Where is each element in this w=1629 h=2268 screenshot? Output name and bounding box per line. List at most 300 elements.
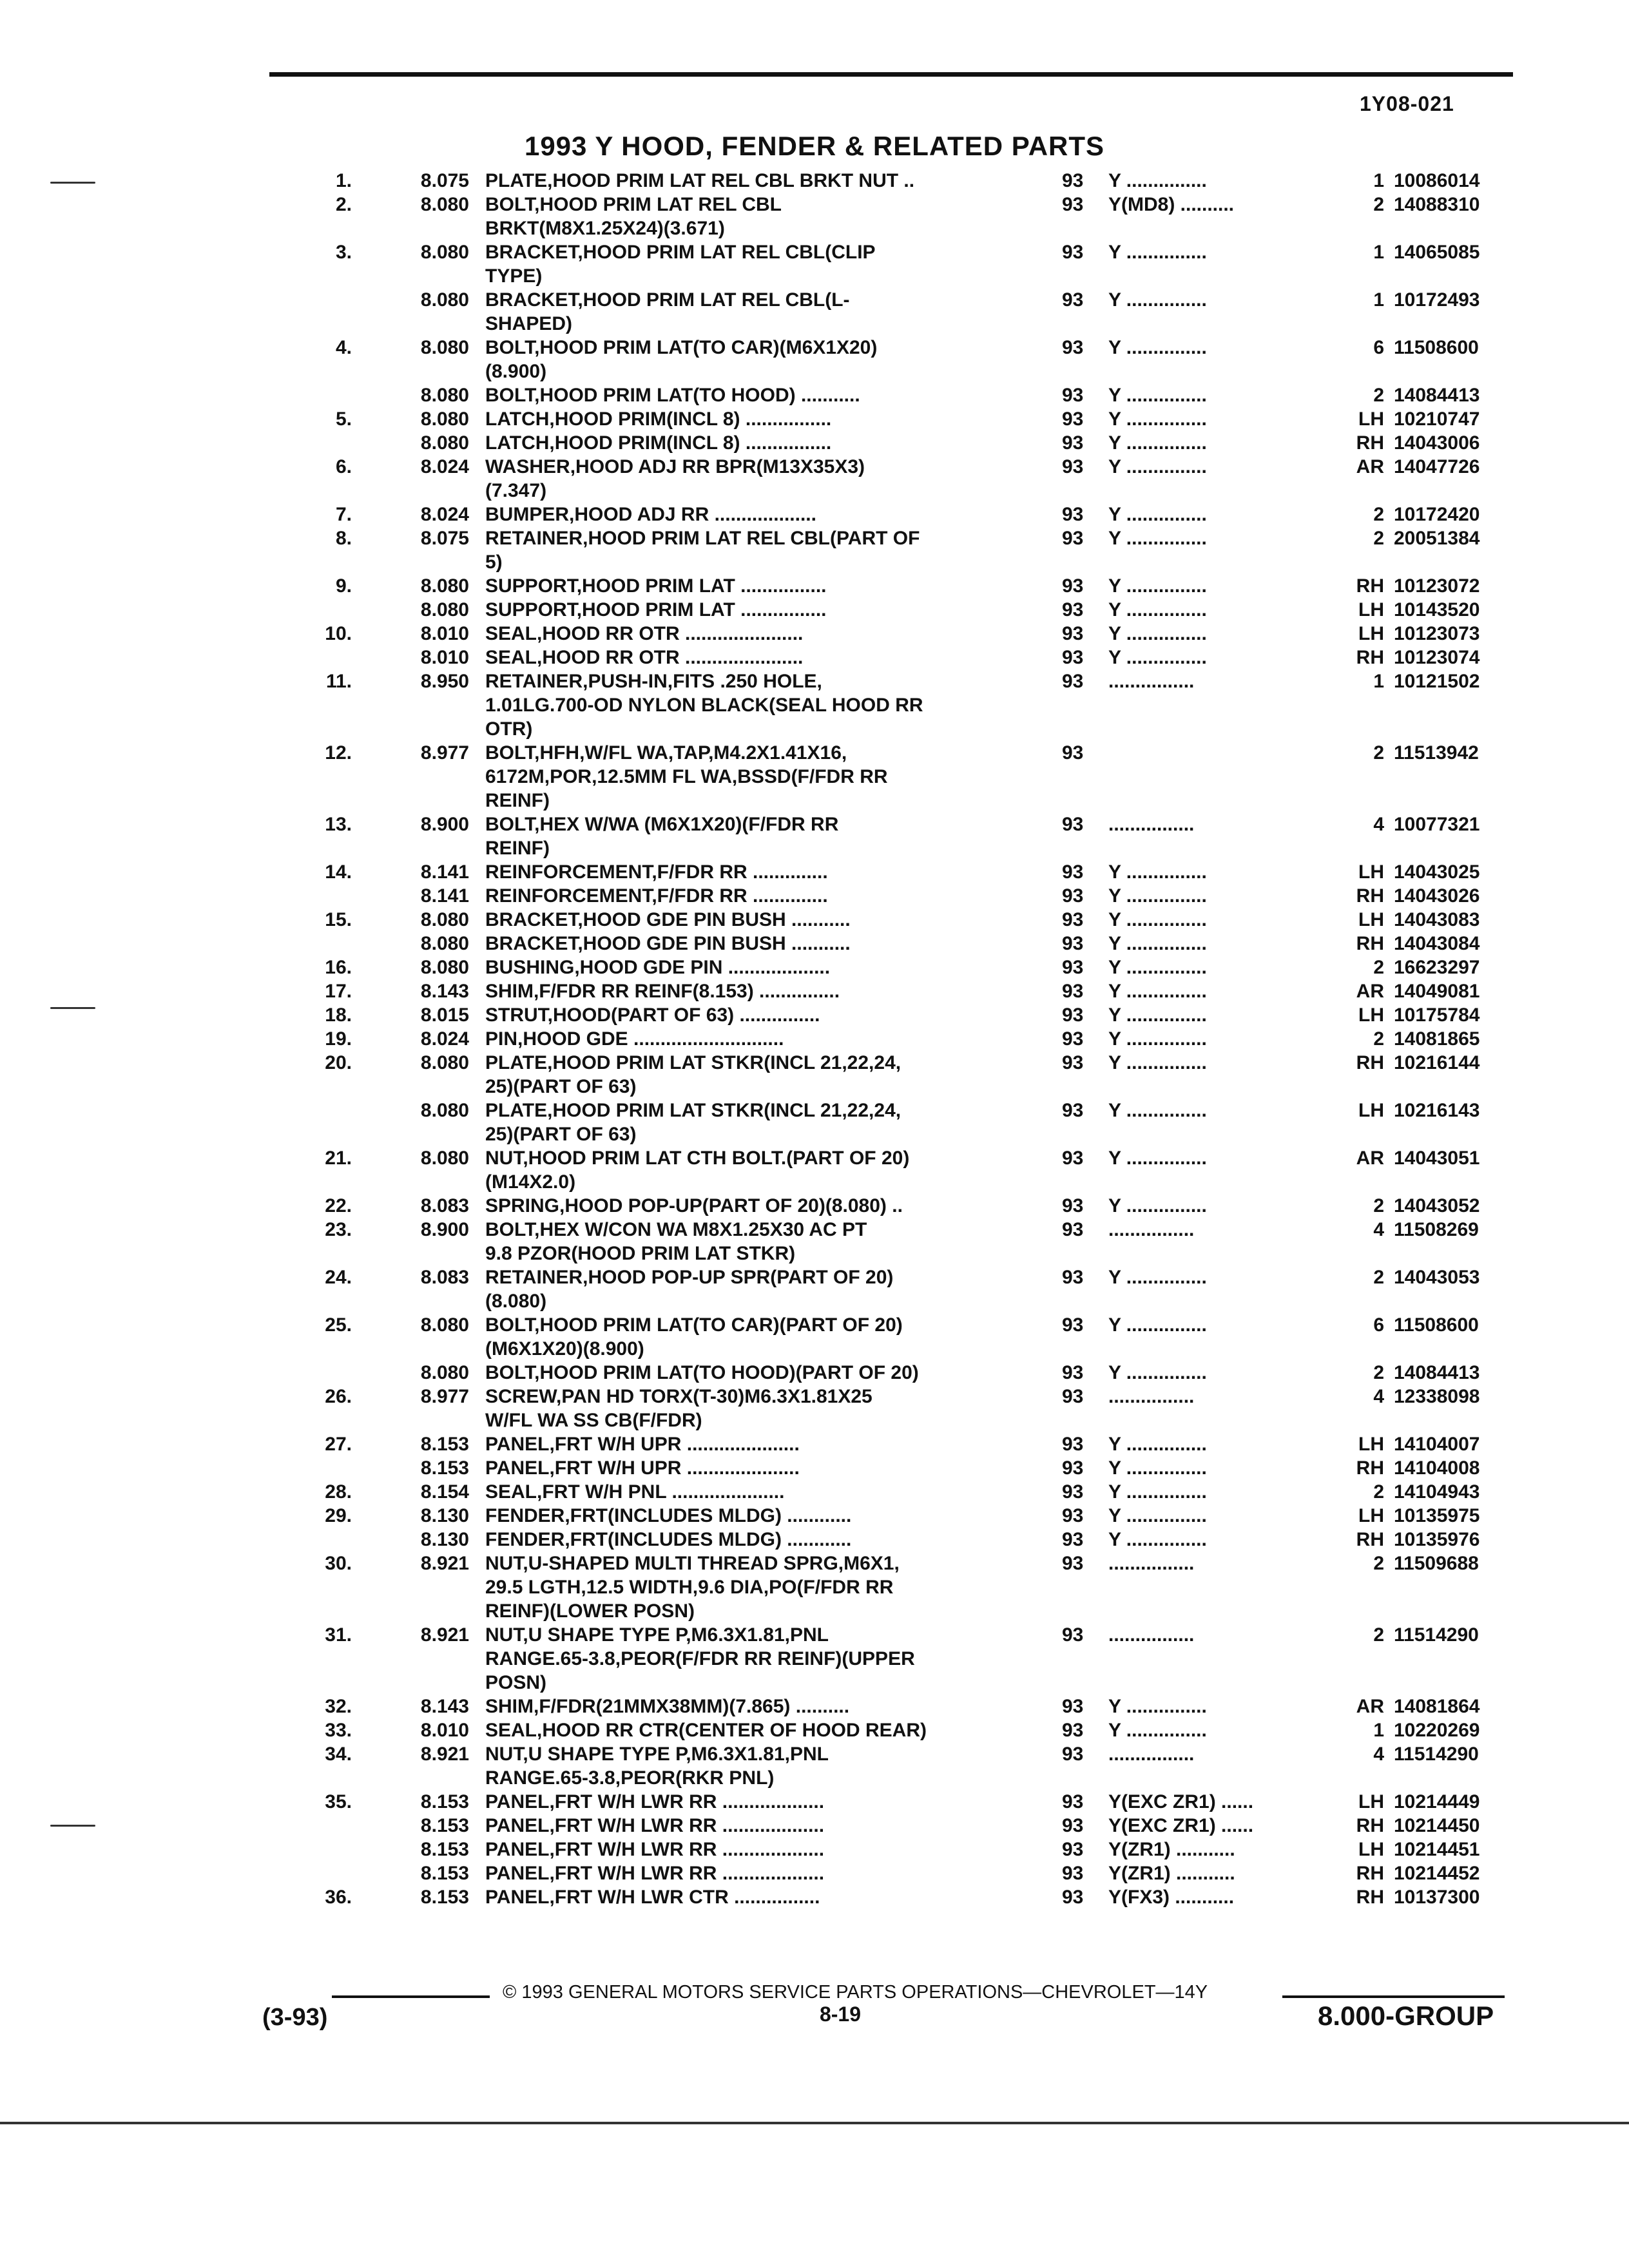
series-code: Y ............... (1108, 289, 1207, 311)
item-number: 31. (325, 1624, 352, 1646)
group-number: 8.080 (420, 1052, 469, 1073)
description-text: ,PAN HD TORX(T-30)M6.3X1.81X25 (556, 1386, 872, 1407)
quantity: 2 (1373, 957, 1384, 978)
part-number: 14043025 (1394, 861, 1480, 883)
model-year: 93 (1062, 1863, 1084, 1884)
quantity: RH (1356, 647, 1384, 668)
description-text: ,FRT(INCLUDES MLDG) ............ (564, 1505, 852, 1526)
quantity: LH (1358, 1434, 1384, 1455)
table-row (0, 193, 1629, 240)
part-number: 10214450 (1394, 1815, 1480, 1836)
part-name: SEAL (485, 1720, 537, 1741)
part-name: SEAL (485, 647, 537, 668)
series-code: Y ............... (1108, 408, 1207, 430)
part-description (485, 741, 1014, 812)
part-number: 14104007 (1394, 1434, 1480, 1455)
item-number: 2. (335, 194, 352, 215)
model-year: 93 (1062, 242, 1084, 263)
item-number: 5. (335, 408, 352, 430)
part-number: 11514290 (1394, 1744, 1479, 1765)
item-number: 18. (325, 1004, 352, 1026)
quantity: 1 (1373, 242, 1384, 263)
part-number: 10214449 (1394, 1791, 1480, 1812)
top-rule (269, 72, 1513, 77)
description-text: (M6X1X20)(8.900) (485, 1338, 644, 1360)
item-number: 22. (325, 1195, 352, 1216)
model-year: 93 (1062, 1457, 1084, 1479)
part-number: 10123072 (1394, 575, 1480, 597)
part-number: 14081864 (1394, 1696, 1480, 1717)
item-number: 35. (325, 1791, 352, 1812)
quantity: 6 (1373, 1314, 1384, 1336)
series-code: Y ............... (1108, 1529, 1207, 1550)
series-code: Y ............... (1108, 385, 1207, 406)
model-year: 93 (1062, 1696, 1084, 1717)
part-description (485, 908, 1014, 932)
table-row (0, 1099, 1629, 1146)
part-name: BOLT (485, 742, 535, 764)
part-description (485, 979, 1014, 1003)
part-description (485, 1146, 1014, 1194)
part-number: 10143520 (1394, 599, 1480, 620)
model-year: 93 (1062, 909, 1084, 930)
item-number: 8. (335, 528, 352, 549)
part-description (485, 240, 1014, 288)
page-title: 1993 Y HOOD, FENDER & RELATED PARTS (524, 131, 1105, 161)
item-number: 24. (325, 1267, 352, 1288)
group-number: 8.080 (420, 1148, 469, 1169)
part-description (485, 169, 1014, 193)
part-description (485, 884, 1014, 908)
part-number: 10214451 (1394, 1839, 1480, 1860)
table-row (0, 1718, 1629, 1742)
series-code: Y(ZR1) ........... (1108, 1839, 1235, 1860)
quantity: LH (1358, 1100, 1384, 1121)
table-row (0, 1838, 1629, 1861)
group-number: 8.024 (420, 504, 469, 525)
series-code: Y ............... (1108, 1434, 1207, 1455)
quantity: 2 (1373, 1028, 1384, 1050)
description-text: ,HOOD PRIM LAT REL CBL(PART OF (583, 528, 920, 549)
table-row (0, 1218, 1629, 1265)
group-number: 8.080 (420, 933, 469, 954)
table-row (0, 932, 1629, 956)
part-name: REINFORCEMENT (485, 861, 652, 883)
item-number: 6. (335, 456, 352, 477)
part-number: 14047726 (1394, 456, 1480, 477)
part-description (485, 1027, 1014, 1051)
group-number: 8.080 (420, 242, 469, 263)
series-code: Y ............... (1108, 242, 1207, 263)
description-text: ,FRT W/H LWR RR ................... (549, 1863, 825, 1884)
description-text: ,U-SHAPED MULTI THREAD SPRG,M6X1, (523, 1553, 900, 1574)
description-text: ,HOOD GDE PIN BUSH ........... (577, 933, 851, 954)
series-code: Y ............... (1108, 957, 1207, 978)
quantity: AR (1356, 981, 1384, 1002)
part-description (485, 812, 1014, 860)
model-year: 93 (1062, 1815, 1084, 1836)
series-code: Y(FX3) ........... (1108, 1887, 1235, 1908)
part-number: 10210747 (1394, 408, 1480, 430)
part-number: 20051384 (1394, 528, 1480, 549)
part-name: PANEL (485, 1791, 550, 1812)
group-number: 8.080 (420, 575, 469, 597)
table-row (0, 455, 1629, 503)
part-number: 14043006 (1394, 432, 1480, 454)
description-text: 25)(PART OF 63) (485, 1076, 637, 1097)
description-text: ,HOOD PRIM(INCL 8) ................ (549, 408, 832, 430)
part-description (485, 1218, 1014, 1265)
part-name: PLATE (485, 170, 548, 191)
group-number: 8.080 (420, 909, 469, 930)
table-row (0, 1265, 1629, 1313)
part-name: BOLT (485, 1362, 535, 1383)
group-number: 8.075 (420, 170, 469, 191)
series-code: Y ............... (1108, 861, 1207, 883)
quantity: AR (1356, 1696, 1384, 1717)
model-year: 93 (1062, 1195, 1084, 1216)
table-row (0, 669, 1629, 741)
series-code: Y ............... (1108, 528, 1207, 549)
quantity: LH (1358, 599, 1384, 620)
document-code: 1Y08-021 (1360, 92, 1454, 115)
quantity: LH (1358, 861, 1384, 883)
group-number: 8.080 (420, 432, 469, 454)
series-code: Y ............... (1108, 504, 1207, 525)
part-number: 10172493 (1394, 289, 1480, 311)
series-code: Y ............... (1108, 1481, 1207, 1503)
description-text: ,F/FDR RR .............. (651, 861, 828, 883)
part-name: BRACKET (485, 289, 578, 311)
part-name: BOLT (485, 1314, 535, 1336)
part-description (485, 1718, 1014, 1742)
quantity: RH (1356, 575, 1384, 597)
quantity: 2 (1373, 504, 1384, 525)
part-number: 14065085 (1394, 242, 1480, 263)
description-text: 9.8 PZOR(HOOD PRIM LAT STKR) (485, 1243, 796, 1264)
part-description (485, 1456, 1014, 1480)
group-number: 8.080 (420, 957, 469, 978)
part-description (485, 193, 1014, 240)
part-number: 10137300 (1394, 1887, 1480, 1908)
part-number: 12338098 (1394, 1386, 1480, 1407)
footer-date: (3-93) (262, 2004, 328, 2031)
part-number: 10121502 (1394, 671, 1480, 692)
item-number: 9. (335, 575, 352, 597)
item-number: 27. (325, 1434, 352, 1455)
table-row (0, 574, 1629, 598)
table-row (0, 1790, 1629, 1814)
part-name: FENDER (485, 1529, 565, 1550)
quantity: 4 (1373, 1386, 1384, 1407)
part-name: RETAINER (485, 528, 583, 549)
series-code: ................ (1108, 671, 1195, 692)
description-text: ,HOOD PRIM(INCL 8) ................ (549, 432, 832, 454)
model-year: 93 (1062, 1100, 1084, 1121)
model-year: 93 (1062, 1052, 1084, 1073)
group-number: 8.080 (420, 337, 469, 358)
quantity: LH (1358, 1004, 1384, 1026)
part-description (485, 1194, 1014, 1218)
part-description (485, 1790, 1014, 1814)
group-number: 8.080 (420, 385, 469, 406)
description-text: TYPE) (485, 265, 543, 287)
quantity: 2 (1373, 1553, 1384, 1574)
series-code: Y ............... (1108, 933, 1207, 954)
model-year: 93 (1062, 575, 1084, 597)
part-number: 10123073 (1394, 623, 1480, 644)
part-name: BUMPER (485, 504, 570, 525)
description-text: REINF)(LOWER POSN) (485, 1600, 695, 1622)
part-name: FENDER (485, 1505, 565, 1526)
description-text: ,HOOD RR OTR ...................... (537, 623, 804, 644)
description-text: ,HEX W/CON WA M8X1.25X30 AC PT (534, 1219, 867, 1240)
description-text: ,FRT W/H LWR RR ................... (549, 1815, 825, 1836)
part-number: 14088310 (1394, 194, 1480, 215)
quantity: 2 (1373, 1362, 1384, 1383)
table-row (0, 503, 1629, 526)
bottom-rule (0, 2122, 1629, 2124)
table-row (0, 884, 1629, 908)
part-number: 14043052 (1394, 1195, 1480, 1216)
quantity: 2 (1373, 194, 1384, 215)
part-description (485, 1885, 1014, 1909)
part-description (485, 598, 1014, 622)
quantity: RH (1356, 1887, 1384, 1908)
item-number: 33. (325, 1720, 352, 1741)
item-number: 23. (325, 1219, 352, 1240)
item-number: 34. (325, 1744, 352, 1765)
group-number: 8.153 (420, 1863, 469, 1884)
description-text: ,HOOD PRIM LAT REL CBL(CLIP (577, 242, 876, 263)
part-number: 14104008 (1394, 1457, 1480, 1479)
part-number: 10123074 (1394, 647, 1480, 668)
description-text: (7.347) (485, 480, 547, 501)
model-year: 93 (1062, 432, 1084, 454)
part-description (485, 1480, 1014, 1504)
description-text: ,HOOD PRIM LAT STKR(INCL 21,22,24, (547, 1100, 901, 1121)
part-description (485, 503, 1014, 526)
table-row (0, 526, 1629, 574)
model-year: 93 (1062, 170, 1084, 191)
table-row (0, 1885, 1629, 1909)
part-name: BUSHING (485, 957, 575, 978)
description-text: 6172M,POR,12.5MM FL WA,BSSD(F/FDR RR (485, 766, 888, 787)
description-text: REINF) (485, 790, 550, 811)
description-text: ,HOOD PRIM LAT ................ (576, 575, 827, 597)
table-row (0, 240, 1629, 288)
quantity: RH (1356, 1815, 1384, 1836)
description-text: ,HOOD PRIM LAT CTH BOLT.(PART OF 20) (523, 1148, 910, 1169)
group-number: 8.130 (420, 1505, 469, 1526)
quantity: RH (1356, 1052, 1384, 1073)
quantity: AR (1356, 456, 1384, 477)
quantity: 2 (1373, 742, 1384, 764)
part-number: 10214452 (1394, 1863, 1480, 1884)
description-text: ,FRT W/H LWR CTR ................ (549, 1887, 820, 1908)
item-number: 36. (325, 1887, 352, 1908)
quantity: 2 (1373, 385, 1384, 406)
quantity: LH (1358, 623, 1384, 644)
item-number: 30. (325, 1553, 352, 1574)
group-number: 8.153 (420, 1839, 469, 1860)
quantity: 2 (1373, 1624, 1384, 1646)
series-code: Y ............... (1108, 1720, 1207, 1741)
part-description (485, 1385, 1014, 1432)
description-text: ,FRT W/H LWR RR ................... (549, 1791, 825, 1812)
series-code: Y ............... (1108, 456, 1207, 477)
part-name: SHIM (485, 981, 534, 1002)
part-number: 14084413 (1394, 385, 1480, 406)
series-code: Y(ZR1) ........... (1108, 1863, 1235, 1884)
part-number: 11509688 (1394, 1553, 1479, 1574)
part-number: 10086014 (1394, 170, 1480, 191)
item-number: 16. (325, 957, 352, 978)
series-code: Y ............... (1108, 1148, 1207, 1169)
item-number: 28. (325, 1481, 352, 1503)
quantity: RH (1356, 432, 1384, 454)
part-number: 14049081 (1394, 981, 1480, 1002)
series-code: Y ............... (1108, 885, 1207, 907)
group-number: 8.153 (420, 1457, 469, 1479)
model-year: 93 (1062, 885, 1084, 907)
table-row (0, 646, 1629, 669)
group-number: 8.921 (420, 1744, 469, 1765)
part-number: 10216143 (1394, 1100, 1480, 1121)
model-year: 93 (1062, 528, 1084, 549)
part-description (485, 956, 1014, 979)
description-text: ,FRT W/H UPR ..................... (549, 1457, 800, 1479)
description-text: ,HOOD(PART OF 63) ............... (547, 1004, 820, 1026)
model-year: 93 (1062, 1362, 1084, 1383)
group-number: 8.141 (420, 885, 469, 907)
item-number: 1. (335, 170, 352, 191)
part-description (485, 622, 1014, 646)
part-description (485, 860, 1014, 884)
model-year: 93 (1062, 1004, 1084, 1026)
series-code: Y(EXC ZR1) ...... (1108, 1815, 1254, 1836)
model-year: 93 (1062, 1148, 1084, 1169)
description-text: ,HOOD ADJ RR ................... (569, 504, 816, 525)
group-number: 8.080 (420, 408, 469, 430)
item-number: 10. (325, 623, 352, 644)
description-text: ,HOOD GDE PIN BUSH ........... (577, 909, 851, 930)
series-code: Y ............... (1108, 170, 1207, 191)
item-number: 12. (325, 742, 352, 764)
part-name: PANEL (485, 1863, 550, 1884)
description-text: ,HOOD RR CTR(CENTER OF HOOD REAR) (537, 1720, 927, 1741)
group-number: 8.950 (420, 671, 469, 692)
part-name: PANEL (485, 1815, 550, 1836)
description-text: ,HOOD GDE ............................ (517, 1028, 784, 1050)
model-year: 93 (1062, 623, 1084, 644)
table-row (0, 1003, 1629, 1027)
quantity: RH (1356, 1457, 1384, 1479)
item-number: 4. (335, 337, 352, 358)
group-number: 8.977 (420, 1386, 469, 1407)
part-name: PANEL (485, 1457, 550, 1479)
item-number: 26. (325, 1386, 352, 1407)
table-row (0, 860, 1629, 884)
model-year: 93 (1062, 599, 1084, 620)
group-number: 8.143 (420, 1696, 469, 1717)
part-number: 14043083 (1394, 909, 1480, 930)
part-name: PANEL (485, 1434, 550, 1455)
footer-rule-right (1282, 1995, 1505, 1998)
item-number: 3. (335, 242, 352, 263)
item-number: 21. (325, 1148, 352, 1169)
group-number: 8.154 (420, 1481, 469, 1503)
model-year: 93 (1062, 981, 1084, 1002)
description-text: (M14X2.0) (485, 1171, 576, 1193)
series-code: Y(MD8) .......... (1108, 194, 1235, 215)
part-description (485, 383, 1014, 407)
description-text: ,HOOD PRIM LAT(TO CAR)(PART OF 20) (534, 1314, 903, 1336)
quantity: LH (1358, 1505, 1384, 1526)
part-name: SPRING (485, 1195, 560, 1216)
quantity: 2 (1373, 1481, 1384, 1503)
description-text: ,HOOD PRIM LAT(TO HOOD) ........... (534, 385, 860, 406)
series-code: Y ............... (1108, 1696, 1207, 1717)
description-text: ,HOOD RR OTR ...................... (537, 647, 804, 668)
quantity: LH (1358, 909, 1384, 930)
series-code: ................ (1108, 1386, 1195, 1407)
table-row (0, 1432, 1629, 1456)
series-code: Y ............... (1108, 909, 1207, 930)
part-number: 11508600 (1394, 1314, 1479, 1336)
part-name: PLATE (485, 1100, 548, 1121)
table-row (0, 1528, 1629, 1552)
quantity: 1 (1373, 671, 1384, 692)
part-number: 11513942 (1394, 742, 1479, 764)
table-row (0, 1480, 1629, 1504)
description-text: (8.080) (485, 1291, 547, 1312)
group-number: 8.083 (420, 1267, 469, 1288)
part-name: PANEL (485, 1887, 550, 1908)
description-text: OTR) (485, 718, 533, 740)
footer-rule-left (332, 1995, 490, 1998)
model-year: 93 (1062, 1314, 1084, 1336)
table-row (0, 1194, 1629, 1218)
description-text: ,PUSH-IN,FITS .250 HOLE, (583, 671, 822, 692)
group-number: 8.977 (420, 742, 469, 764)
model-year: 93 (1062, 408, 1084, 430)
table-row (0, 383, 1629, 407)
quantity: 2 (1373, 1267, 1384, 1288)
part-number: 10135975 (1394, 1505, 1480, 1526)
table-row (0, 288, 1629, 336)
group-number: 8.080 (420, 194, 469, 215)
model-year: 93 (1062, 1887, 1084, 1908)
description-text: ,HOOD PRIM LAT REL CBL BRKT NUT .. (547, 170, 915, 191)
table-row (0, 622, 1629, 646)
group-number: 8.015 (420, 1004, 469, 1026)
part-description (485, 646, 1014, 669)
part-name: SEAL (485, 1481, 537, 1503)
part-number: 10172420 (1394, 504, 1480, 525)
part-description (485, 1313, 1014, 1361)
table-row (0, 1861, 1629, 1885)
group-number: 8.900 (420, 1219, 469, 1240)
model-year: 93 (1062, 456, 1084, 477)
group-number: 8.141 (420, 861, 469, 883)
series-code: ................ (1108, 814, 1195, 835)
part-description (485, 336, 1014, 383)
group-number: 8.080 (420, 1362, 469, 1383)
table-row (0, 1456, 1629, 1480)
part-name: NUT (485, 1744, 523, 1765)
model-year: 93 (1062, 1529, 1084, 1550)
